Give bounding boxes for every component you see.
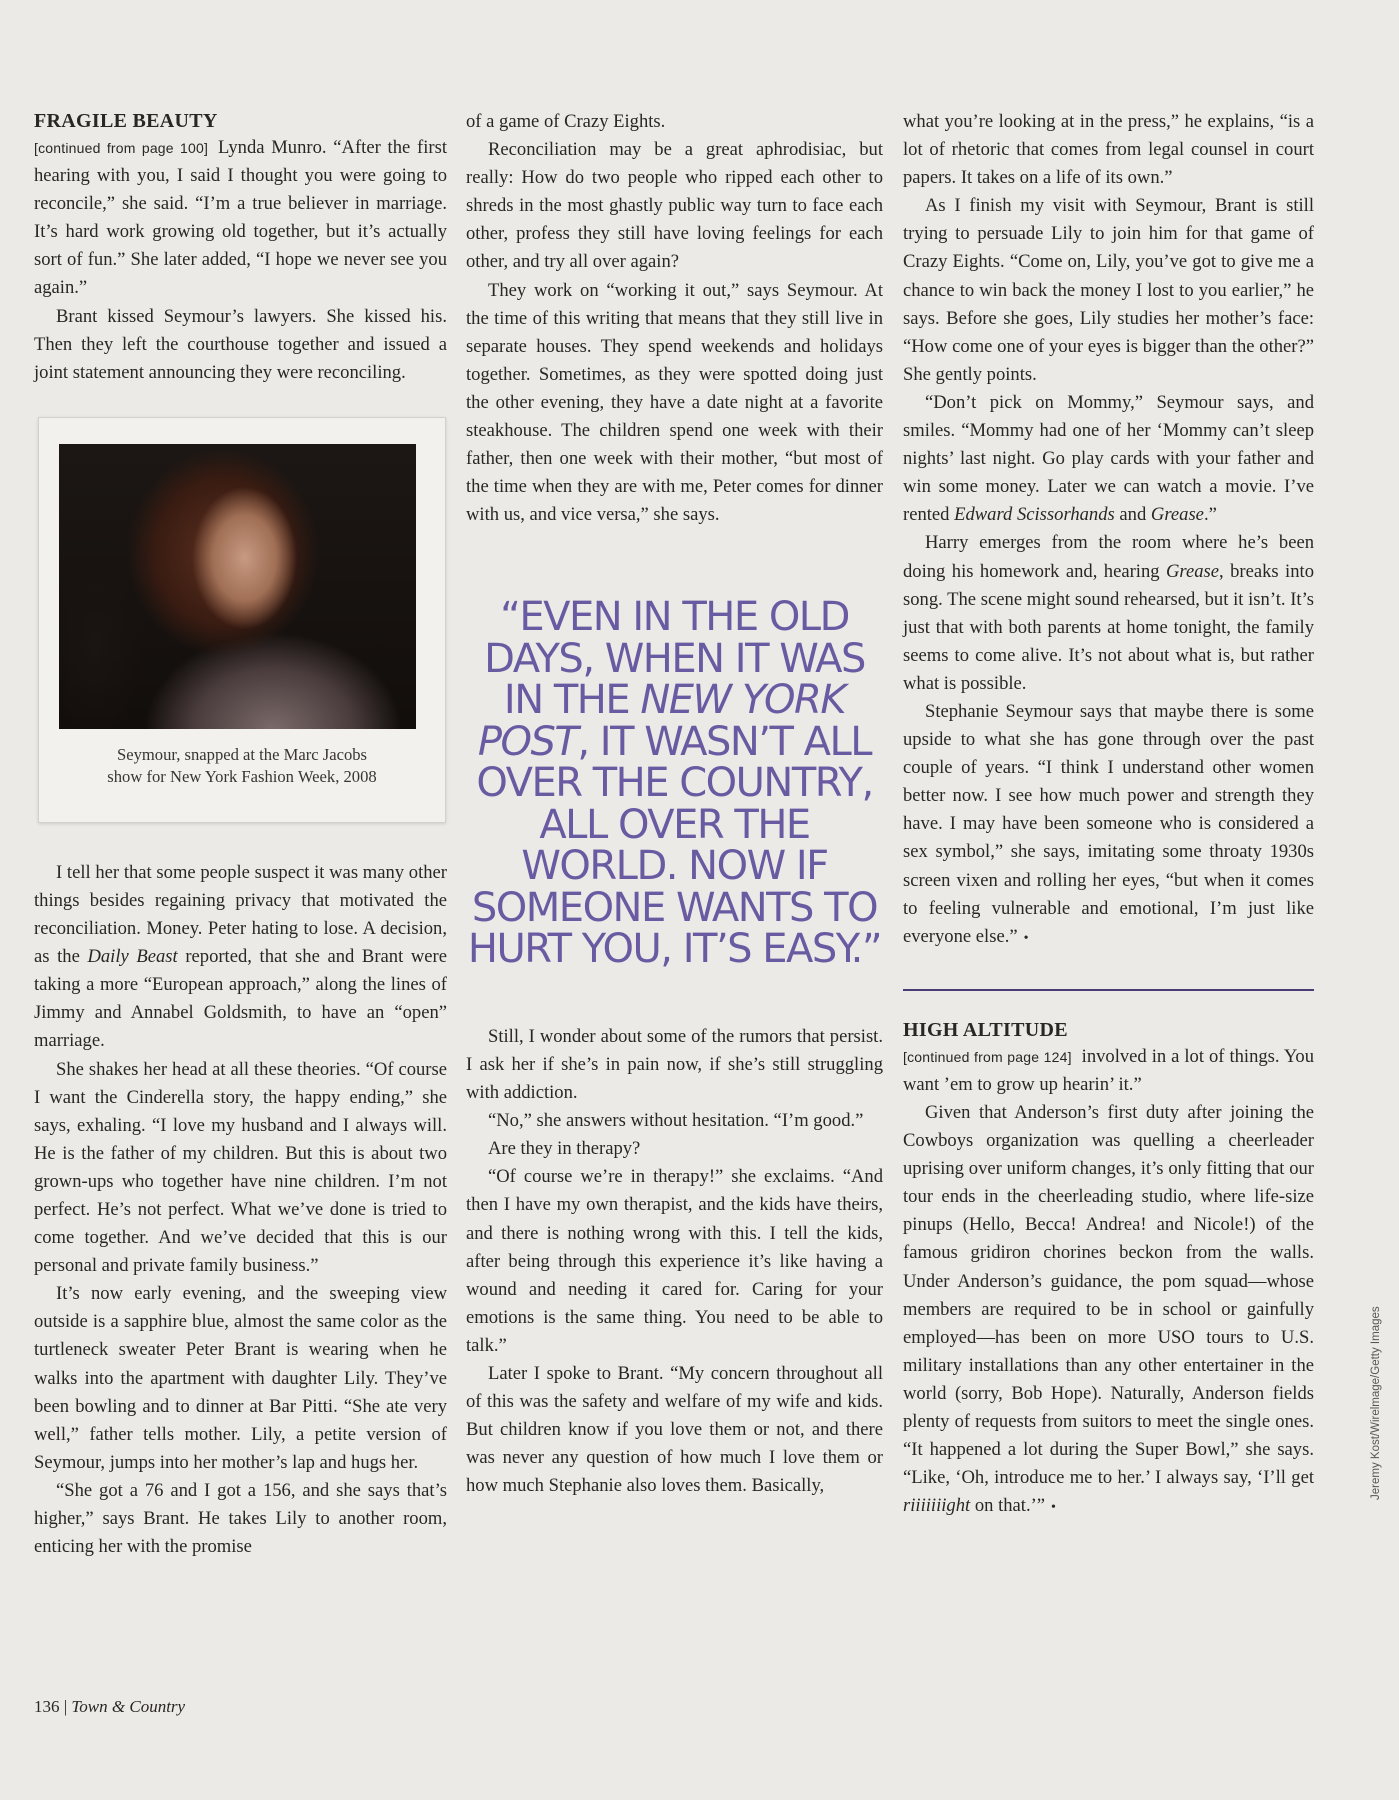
paragraph: Are they in therapy? (488, 1138, 641, 1160)
paragraph: “Of course we’re in therapy!” she exclaims. “And then I have my own therapist, and the kids have theirs, and there is nothing wrong with this. I tell the kids, after being through this experience it’s like having a wound and needing it cared for. Caring for your emotions is the same thing. You need to be able to talk.” (466, 1166, 883, 1356)
paragraph: what you’re looking at in the press,” he explains, “is a lot of rhetoric that comes from legal counsel in court papers. It takes on a life of its own.” (903, 111, 1314, 189)
page-number: 136 | (34, 1697, 68, 1716)
paragraph: “She got a 76 and I got a 156, and she says that’s higher,” says Brant. He takes Lily to another room, enticing her with the promise (34, 1479, 447, 1558)
paragraph: “Don’t pick on Mommy,” Seymour says, and smiles. “Mommy had one of her ‘Mommy can’t sleep nights’ last night. Go play cards with your father and win some money. Later we can watch a movie. I’ve rented Edward Scissorhands and Grease.” (903, 391, 1314, 526)
column-3 (903, 108, 1314, 1522)
paragraph: [continued from page 124] involved in a lot of things. You want ’em to grow up hearin’ it.” (903, 1045, 1314, 1095)
paragraph: [continued from page 100] Lynda Munro. “After the first hearing with you, I said I thought you were going to reconcile,” she said. “I’m a true believer in marriage. It’s hard work growing old together, but it’s actually sort of fun.” She later added, “I hope we never see you again.” (34, 137, 447, 299)
photo-caption: Seymour, snapped at the Marc Jacobs show for New York Fashion Week, 2008 (107, 744, 377, 786)
paragraph: “No,” she answers without hesitation. “I’m good.” (488, 1110, 864, 1132)
paragraph: Stephanie Seymour says that maybe there is some upside to what she has gone through over the past couple of years. “I think I understand other women better now. I see how much power and strength they have. I may have been someone who is considered a sex symbol,” she says, imitating some throaty 1930s screen vixen and rolling her eyes, “but when it comes to feeling vulnerable and emotional, I’m just like everyone else.” • (903, 700, 1314, 947)
paragraph: Brant kissed Seymour’s lawyers. She kissed his. Then they left the courthouse together and issued a joint statement announcing they were reconciling. (34, 305, 447, 383)
publication-name: Town & Country (71, 1697, 186, 1716)
end-mark: • (1023, 930, 1029, 946)
photo-of-seymour (59, 444, 416, 729)
paragraph: Still, I wonder about some of the rumors that persist. I ask her if she’s in pain now, if she’s still struggling with addiction. (466, 1025, 883, 1104)
paragraph: I tell her that some people suspect it was many other things besides regaining privacy that motivated the reconciliation. Money. Peter hating to lose. A decision, as the Daily Beast reported, that she and Brant were taking a more “European approach,” along the lines of Jimmy and Annabel Goldsmith, to have an “open” marriage. (34, 861, 447, 1052)
paragraph: She shakes her head at all these theories. “Of course I want the Cinderella story, the happy ending,” she says, exhaling. “I love my husband and I always will. He is the father of my children. But this is about two grown-ups who together have nine children. I’m not perfect. He’s not perfect. What we’ve done is tried to come together. And we’ve decided that this is our personal and private family business.” (34, 1058, 447, 1277)
continued-note: [continued from page 124] (903, 1048, 1072, 1065)
page-footer (34, 1697, 185, 1717)
column-2 (466, 108, 883, 1501)
column-1 (34, 108, 447, 1561)
pull-quote: “EVEN IN THE OLD DAYS, WHEN IT WAS IN THE NEW YORK POST, IT WASN’T ALL OVER THE COUNTRY, ALL OVER THE WORLD. NOW IF SOMEONE WANTS TO HURT YOU, IT’S EASY.” (467, 594, 882, 973)
paragraph: Harry emerges from the room where he’s been doing his homework and, hearing Grease, breaks into song. The scene might sound rehearsed, but it isn’t. It’s just that with both parents at home tonight, the family seems to come alive. It’s not about what is, but rather what is possible. (903, 532, 1314, 694)
paragraph: Later I spoke to Brant. “My concern throughout all of this was the safety and welfare of my wife and kids. But children know if you love them or not, and there was never any question of how much I love them or how much Stephanie also loves them. Basically, (466, 1363, 883, 1497)
photo-credit: Jeremy Kost/Wirelmage/Getty Images (1370, 1306, 1382, 1500)
polaroid-photo-frame (38, 417, 446, 823)
end-mark: • (1051, 1500, 1056, 1516)
paragraph: It’s now early evening, and the sweeping view outside is a sapphire blue, almost the same color as the turtleneck sweater Peter Brant is wearing when he walks into the apartment with daughter Lily. They’ve been bowling and to dinner at Bar Pitti. “She ate very well,” father tells mother. Lily, a petite version of Seymour, jumps into her mother’s lap and hugs her. (34, 1283, 447, 1473)
paragraph: Given that Anderson’s first duty after joining the Cowboys organization was quelling a cheerleader uprising over uniform changes, it’s only fitting that our tour ends in the cheerleading studio, where life-size pinups (Hello, Becca! Andrea! and Nicole!) of the famous gridiron chorines beckon from the walls. Under Anderson’s guidance, the pom squad—whose members are required to be in school or gainfully employed—has been on more USO tours to U.S. military installations than any other entertainer in the world (sorry, Bob Hope). Naturally, Anderson fields plenty of requests from suitors to meet the single ones. “It happened a lot during the Super Bowl,” she says. “Like, ‘Oh, introduce me to her.’ I always say, ‘I’ll get riiiiiiight on that.’” • (903, 1102, 1314, 1517)
section-heading-fragile-beauty: FRAGILE BEAUTY (34, 110, 218, 132)
continued-note: [continued from page 100] (34, 140, 209, 156)
paragraph: of a game of Crazy Eights. (466, 111, 666, 132)
section-heading-high-altitude: HIGH ALTITUDE (903, 1018, 1068, 1041)
section-divider (903, 989, 1314, 991)
paragraph: As I finish my visit with Seymour, Brant is still trying to persuade Lily to join him for that game of Crazy Eights. “Come on, Lily, you’ve got to give me a chance to win back the money I lost to you earlier,” he says. Before she goes, Lily studies her mother’s face: “How come one of your eyes is bigger than the other?” She gently points. (903, 195, 1314, 385)
paragraph: They work on “working it out,” says Seymour. At the time of this writing that means that they still live in separate houses. They spend weekends and holidays together. Sometimes, as they were spotted doing just the other evening, they have a date night at a favorite steakhouse. The children spend one week with their father, then one week with their mother, “but most of the time when they are with me, Peter comes for dinner with us, and vice versa,” she says. (466, 279, 883, 526)
paragraph: Reconciliation may be a great aphrodisiac, but really: How do two people who ripped each other to shreds in the most ghastly public way turn to face each other, profess they still have loving feelings for each other, and try all over again? (466, 139, 883, 273)
